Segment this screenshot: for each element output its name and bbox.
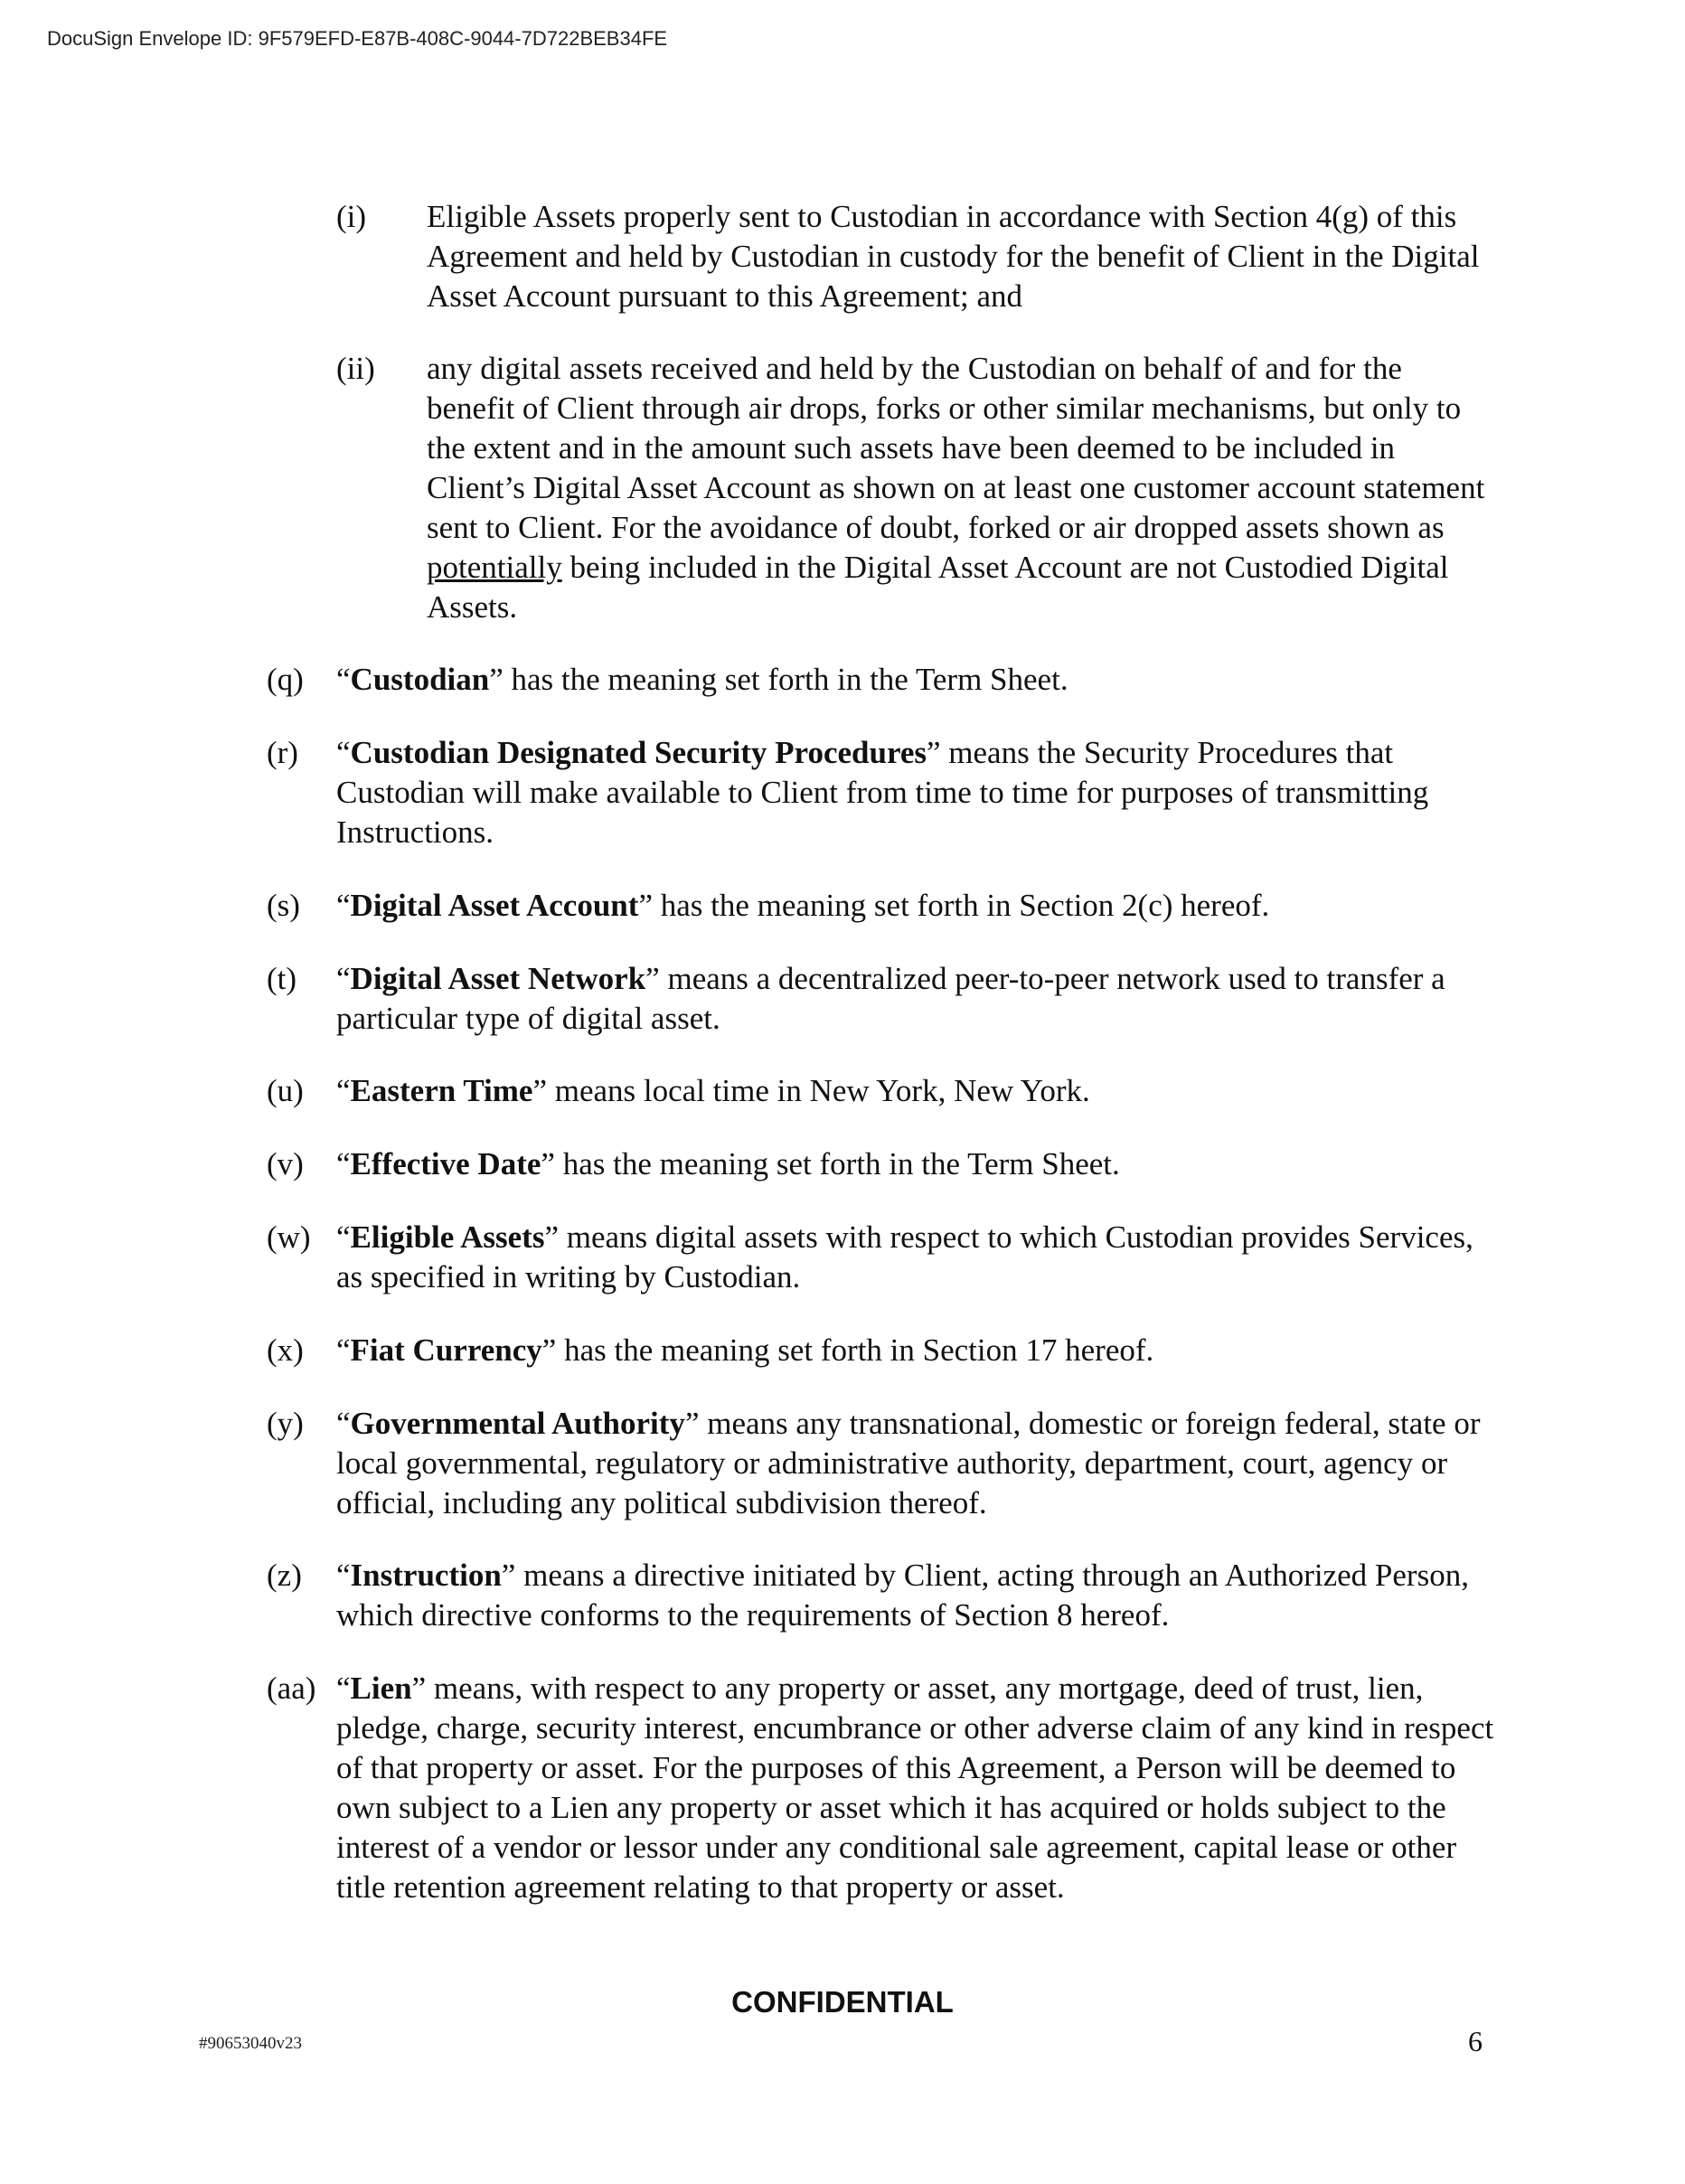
sub-item-text: Eligible Assets properly sent to Custodian in accordance with Section 4(g) of this Agreement and held by Custodian in custody for the benefit of Client in the Digital Asset Account pursuant to this Agreement; and (427, 199, 1480, 314)
defined-term: Instruction (350, 1558, 502, 1593)
definition-label: (s) (267, 888, 300, 923)
defined-term: Custodian (350, 662, 490, 697)
defined-term: Digital Asset Network (350, 961, 646, 996)
definition-label: (aa) (267, 1671, 316, 1706)
definition-text: “Fiat Currency” has the meaning set forth in Section 17 hereof. (336, 1332, 1154, 1368)
sub-item-label: (i) (336, 199, 367, 234)
definition-text: “Lien” means, with respect to any property or asset, any mortgage, deed of trust, lien, pledge, charge, security interest, encumbrance or other adverse claim of any kind in respect of that property or asset. For the purposes of this Agreement, a Person will be deemed to own subject to a Lien any property or asset which it has acquired or holds subject to the interest of a vendor or lessor under any conditional sale agreement, capital lease or other title retention agreement relating to that property or asset. (336, 1671, 1494, 1905)
definition-label: (v) (267, 1146, 304, 1181)
sub-item-label: (ii) (336, 351, 375, 386)
definition-label: (x) (267, 1332, 304, 1368)
definition-text: “Custodian Designated Security Procedures” means the Security Procedures that Custodian will make available to Client from time to time for purposes of transmitting Instructions. (336, 735, 1429, 850)
definition-label: (r) (267, 735, 298, 770)
definition-text: “Eastern Time” means local time in New York, New York. (336, 1073, 1090, 1108)
definition-label: (t) (267, 961, 297, 996)
defined-term: Effective Date (350, 1146, 541, 1181)
document-number: #90653040v23 (199, 2034, 302, 2053)
definition-label: (w) (267, 1219, 311, 1255)
defined-term: Lien (350, 1671, 412, 1706)
definition-text: “Digital Asset Account” has the meaning set forth in Section 2(c) hereof. (336, 888, 1270, 923)
underlined-word: potentially (427, 550, 562, 585)
definition-text: “Governmental Authority” means any transnational, domestic or foreign federal, state or local governmental, regulatory or administrative authority, department, court, agency or official, including any political subdivision thereof. (336, 1406, 1481, 1520)
definition-text: “Effective Date” has the meaning set forth in the Term Sheet. (336, 1146, 1120, 1181)
defined-term: Eligible Assets (350, 1219, 545, 1255)
definition-text: “Custodian” has the meaning set forth in the Term Sheet. (336, 662, 1068, 697)
definition-label: (z) (267, 1558, 302, 1593)
definition-label: (y) (267, 1406, 304, 1441)
page-number: 6 (1468, 2025, 1483, 2057)
defined-term: Custodian Designated Security Procedures (350, 735, 927, 770)
definition-text: “Eligible Assets” means digital assets with respect to which Custodian provides Services, as specified in writing by Custodian. (336, 1219, 1473, 1294)
envelope-id: DocuSign Envelope ID: 9F579EFD-E87B-408C-9044-7D722BEB34FE (47, 27, 668, 50)
definition-label: (u) (267, 1073, 304, 1108)
definition-text: “Instruction” means a directive initiated by Client, acting through an Authorized Person, which directive conforms to the requirements of Section 8 hereof. (336, 1558, 1469, 1633)
sub-item-text: any digital assets received and held by the Custodian on behalf of and for the benefit of Client through air drops, forks or other similar mechanisms, but only to the extent and in the amount such assets have been deemed to be included in Client’s Digital Asset Account as shown on at least one customer account statement sent to Client. For the avoidance of doubt, forked or air dropped assets shown as potentially being included in the Digital Asset Account are not Custodied Digital Assets. (427, 351, 1485, 625)
defined-term: Digital Asset Account (350, 888, 639, 923)
defined-term: Fiat Currency (350, 1332, 542, 1368)
defined-term: Eastern Time (350, 1073, 533, 1108)
defined-term: Governmental Authority (350, 1406, 685, 1441)
confidential-label: CONFIDENTIAL (731, 1985, 954, 2019)
definition-label: (q) (267, 662, 304, 697)
definition-text: “Digital Asset Network” means a decentralized peer-to-peer network used to transfer a particular type of digital asset. (336, 961, 1445, 1036)
